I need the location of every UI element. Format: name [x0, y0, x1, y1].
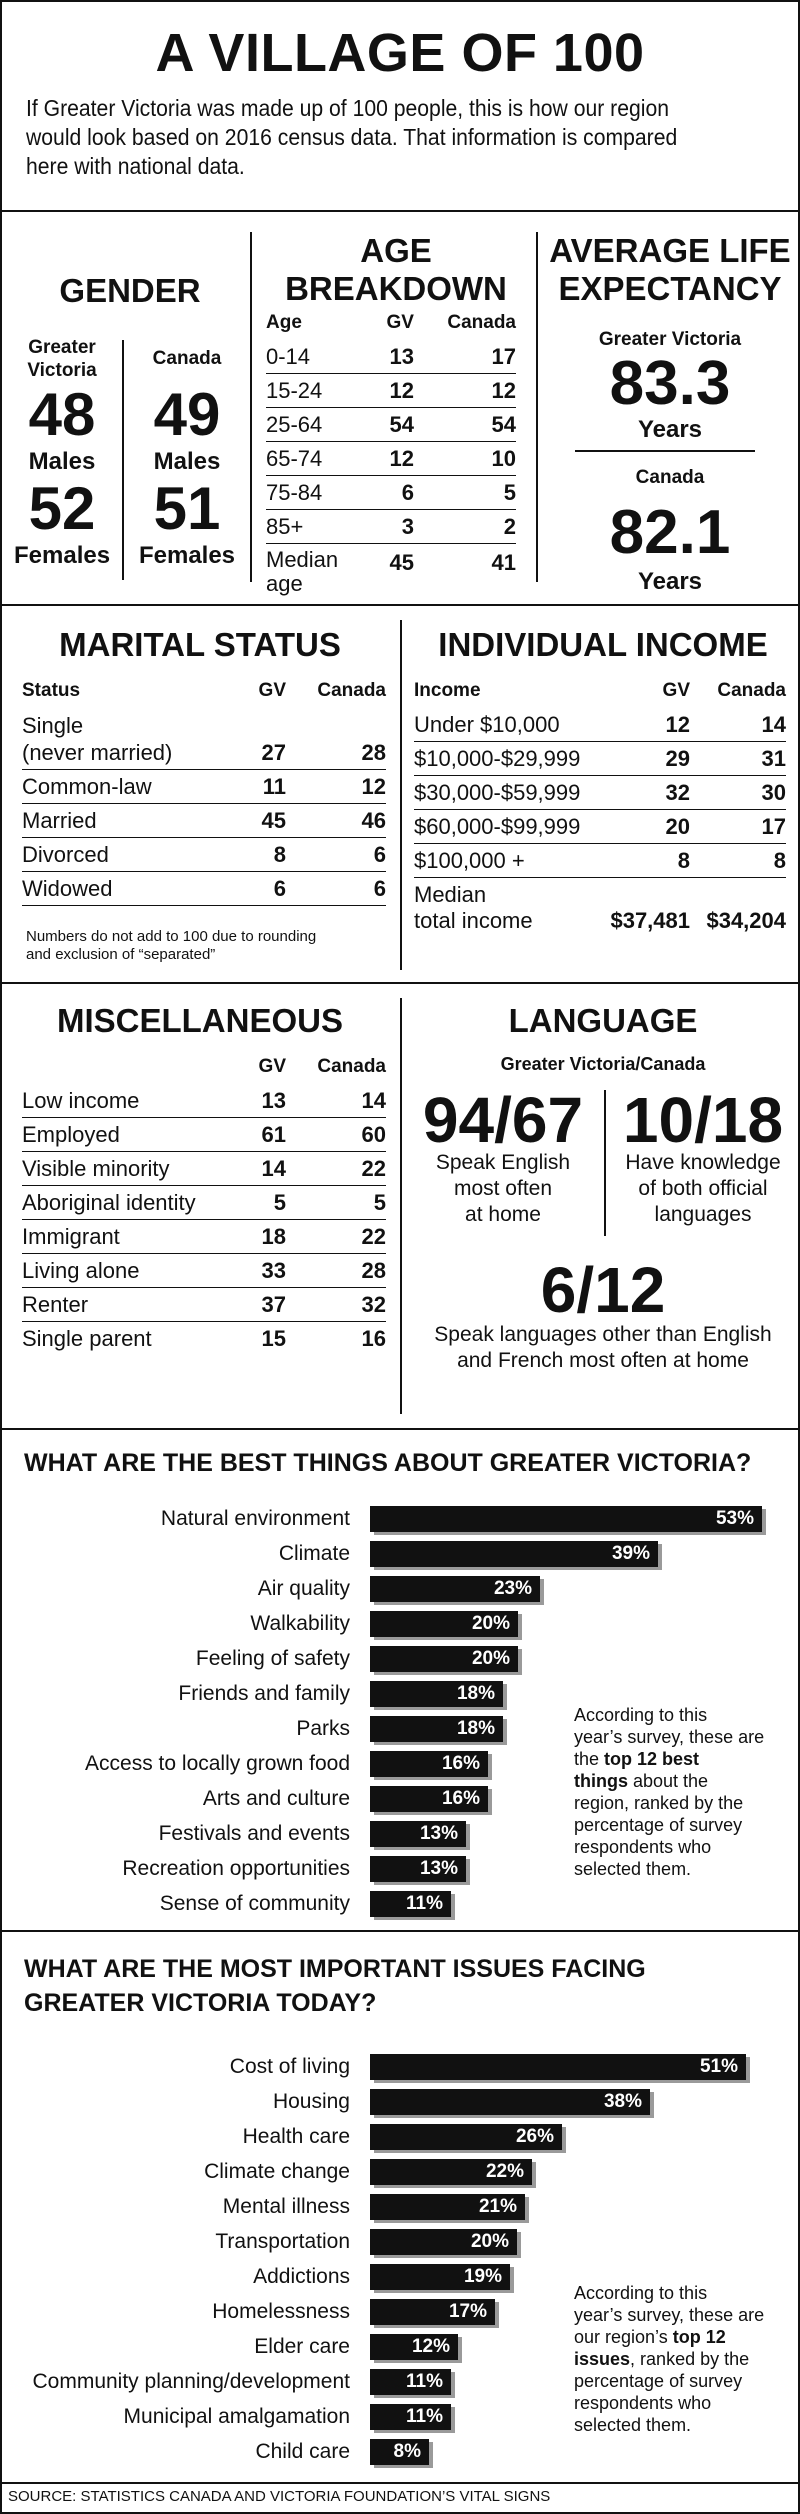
canada-value: 10 — [414, 442, 516, 476]
canada-value: 60 — [286, 1118, 386, 1152]
gv-value: 6 — [373, 476, 414, 510]
life-unit: Years — [637, 568, 703, 595]
divider — [400, 998, 402, 1414]
language-subtitle: Greater Victoria/Canada — [500, 1054, 706, 1074]
bar-category-label: Child care — [255, 2440, 350, 2463]
gv-value: 12 — [373, 374, 414, 408]
note-line: percentage of survey — [574, 1815, 743, 1835]
row-label: Renter — [22, 1288, 206, 1322]
marital-table — [22, 680, 386, 906]
canada-value: 46 — [286, 804, 386, 838]
gv-value: 29 — [610, 742, 690, 776]
table-row — [22, 1288, 386, 1322]
misc-header-blank — [22, 1056, 206, 1084]
page-title: A VILLAGE OF 100 — [155, 23, 645, 83]
table-row — [22, 838, 386, 872]
bar-category-label: Friends and family — [178, 1682, 350, 1705]
canada-value: 54 — [414, 408, 516, 442]
desc-line: Speak languages other than English — [434, 1323, 772, 1346]
life-unit: Years — [637, 416, 703, 443]
single-line-2: (never married) — [22, 740, 173, 765]
bar-value-label: 17% — [448, 2301, 487, 2322]
table-row — [22, 1254, 386, 1288]
table-row — [414, 810, 786, 844]
bar-category-label: Health care — [242, 2125, 350, 2148]
row-label: Single parent — [22, 1326, 152, 1351]
divider — [0, 2482, 800, 2484]
canada-value: 22 — [286, 1152, 386, 1186]
gv-value: 13 — [373, 340, 414, 374]
bilingual-desc — [608, 1150, 798, 1228]
canada-value: 6 — [286, 838, 386, 872]
life-gv-value: 83.3 — [609, 349, 731, 418]
note-text: , ranked by the — [630, 2349, 750, 2369]
row-label — [414, 878, 610, 938]
gv-value: 14 — [206, 1152, 286, 1186]
canada-value: 30 — [690, 776, 786, 810]
row-label: $30,000-$59,999 — [414, 776, 610, 810]
gender-gv-column — [14, 336, 110, 570]
issues-title-line-1: WHAT ARE THE MOST IMPORTANT ISSUES FACING — [24, 1955, 646, 1983]
males-label: Males — [28, 448, 96, 475]
row-label: Living alone — [22, 1254, 206, 1288]
bar-value-label: 51% — [699, 2056, 738, 2077]
bar — [370, 2159, 532, 2185]
bar-category-label: Transportation — [215, 2230, 350, 2253]
gv-value: 13 — [206, 1084, 286, 1118]
row-label: Low income — [22, 1084, 206, 1118]
life-gv-block — [560, 328, 780, 444]
gender-canada-males: 49 — [153, 381, 221, 448]
row-label: 15-24 — [266, 374, 373, 408]
row-label: Divorced — [22, 838, 206, 872]
row-label: 0-14 — [266, 340, 373, 374]
row-label: Immigrant — [22, 1220, 206, 1254]
canada-value: 12 — [414, 374, 516, 408]
best-things-title: WHAT ARE THE BEST THINGS ABOUT GREATER VICTORIA? — [24, 1449, 752, 1477]
gv-value: 12 — [610, 708, 690, 742]
canada-value: 8 — [690, 844, 786, 878]
canada-value: 14 — [286, 1084, 386, 1118]
bar-value-label: 26% — [515, 2126, 554, 2147]
desc-line: Speak English — [435, 1151, 571, 1174]
bar — [370, 1646, 518, 1672]
divider — [0, 1428, 800, 1430]
bar-value-label: 13% — [419, 1823, 458, 1844]
age-header: Age — [266, 312, 302, 333]
gv-value: 37 — [206, 1288, 286, 1322]
table-row — [22, 872, 386, 906]
bar-value-label: 16% — [441, 1753, 480, 1774]
bar-value-label: 11% — [406, 2371, 443, 2392]
bar-value-label: 11% — [406, 1893, 443, 1914]
life-title-line-2: EXPECTANCY — [558, 270, 782, 307]
canada-header: Canada — [317, 1056, 386, 1077]
bar-value-label: 19% — [463, 2266, 502, 2287]
note-text: our region’s — [574, 2327, 673, 2347]
bar — [370, 1541, 658, 1567]
canada-value: 2 — [414, 510, 516, 544]
bar-value-label: 13% — [419, 1858, 458, 1879]
gv-value: $37,481 — [610, 908, 690, 933]
divider — [575, 450, 755, 452]
note-text: about the — [628, 1771, 709, 1791]
row-label — [22, 708, 206, 770]
bar — [370, 1576, 540, 1602]
row-label: $100,000 + — [414, 844, 610, 878]
note-line: According to this — [574, 1705, 708, 1725]
bar-category-label: Elder care — [254, 2335, 350, 2358]
row-label: Married — [22, 804, 206, 838]
bar-category-label: Festivals and events — [158, 1822, 350, 1845]
note-line: percentage of survey — [574, 2371, 743, 2391]
gender-canada-column — [132, 336, 242, 570]
row-label: $60,000-$99,999 — [414, 810, 610, 844]
gv-value: 8 — [610, 844, 690, 878]
income-title: INDIVIDUAL INCOME — [438, 626, 768, 663]
row-label: Widowed — [22, 872, 206, 906]
row-label: Under $10,000 — [414, 708, 610, 742]
bar-category-label: Cost of living — [229, 2055, 350, 2078]
bar — [370, 1856, 466, 1882]
marital-title: MARITAL STATUS — [59, 626, 341, 663]
row-label: 65-74 — [266, 442, 373, 476]
bar-category-label: Access to locally grown food — [85, 1752, 350, 1775]
bar-value-label: 53% — [715, 1508, 754, 1529]
english-value: 94/67 — [422, 1084, 584, 1156]
bar — [370, 1786, 488, 1812]
divider — [250, 232, 252, 582]
canada-value: 17 — [690, 810, 786, 844]
gv-value: 18 — [206, 1220, 286, 1254]
note-line: According to this — [574, 2283, 708, 2303]
bar-value-label: 12% — [411, 2336, 450, 2357]
table-row — [266, 340, 516, 374]
bar — [370, 1891, 451, 1917]
bar-value-label: 22% — [485, 2161, 524, 2182]
table-row — [266, 510, 516, 544]
status-header: Status — [22, 680, 81, 701]
marital-note — [26, 928, 386, 964]
divider — [536, 232, 538, 582]
bar — [370, 1751, 488, 1777]
gender-gv-label-2: Victoria — [27, 360, 97, 381]
row-label: $10,000-$29,999 — [414, 742, 610, 776]
bar — [370, 2054, 746, 2080]
table-row — [414, 776, 786, 810]
life-canada-block — [560, 466, 780, 596]
best-things-note — [574, 1704, 784, 1880]
table-row — [266, 544, 516, 600]
bar — [370, 2124, 562, 2150]
median-line-1: Median — [414, 882, 487, 907]
bar-category-label: Climate — [278, 1542, 350, 1565]
note-line: respondents who — [574, 1837, 712, 1857]
canada-value: 41 — [491, 550, 516, 575]
median-line-2: age — [266, 571, 303, 596]
table-row — [22, 708, 386, 770]
intro-text: If Greater Victoria was made up of 100 people, this is how our region would look based on 2016 census data. That information is compared here with national data. — [26, 95, 678, 179]
note-emphasis: top 12 best — [604, 1749, 700, 1769]
gender-canada-label: Canada — [152, 348, 222, 369]
table-row — [22, 1322, 386, 1356]
life-gv-label: Greater Victoria — [598, 329, 742, 350]
gv-value: 20 — [610, 810, 690, 844]
canada-value: 28 — [286, 708, 386, 770]
canada-value: 32 — [286, 1288, 386, 1322]
bar-value-label: 20% — [471, 1613, 510, 1634]
gender-canada-females: 51 — [153, 475, 221, 542]
english-desc — [406, 1150, 600, 1228]
gv-value: 5 — [206, 1186, 286, 1220]
bar — [370, 2229, 517, 2255]
bar — [370, 2334, 458, 2360]
bar-category-label: Mental illness — [222, 2195, 350, 2218]
note-line: year’s survey, these are — [574, 1727, 765, 1747]
canada-value: 28 — [286, 1254, 386, 1288]
row-label: Common-law — [22, 770, 206, 804]
females-label: Females — [138, 542, 236, 569]
divider — [0, 604, 800, 606]
issues-title — [24, 1952, 646, 2020]
bar — [370, 1716, 503, 1742]
table-row — [266, 476, 516, 510]
bar-value-label: 16% — [441, 1788, 480, 1809]
table-row — [414, 708, 786, 742]
note-line-1: Numbers do not add to 100 due to rounding — [26, 928, 317, 945]
age-table — [266, 312, 516, 599]
income-header: Income — [414, 680, 481, 701]
bar — [370, 1681, 503, 1707]
bar — [370, 2369, 451, 2395]
canada-header: Canada — [447, 312, 516, 333]
canada-value: 5 — [286, 1186, 386, 1220]
bar — [370, 1611, 518, 1637]
bar-category-label: Community planning/development — [32, 2370, 350, 2393]
other-language-value: 6/12 — [540, 1254, 666, 1326]
bar-category-label: Housing — [272, 2090, 350, 2113]
table-row — [22, 1220, 386, 1254]
note-line: respondents who — [574, 2393, 712, 2413]
gv-value: 33 — [206, 1254, 286, 1288]
note-line: selected them. — [574, 1859, 692, 1879]
gender-gv-label-1: Greater — [28, 337, 96, 358]
note-emphasis: things — [574, 1771, 628, 1791]
life-canada-label: Canada — [635, 467, 705, 488]
canada-value: 22 — [286, 1220, 386, 1254]
divider — [0, 1930, 800, 1932]
gv-value: 3 — [373, 510, 414, 544]
note-emphasis: top 12 — [672, 2327, 726, 2347]
misc-title: MISCELLANEOUS — [56, 1002, 343, 1039]
issues-note — [574, 2282, 784, 2436]
divider — [0, 210, 800, 212]
row-label: Employed — [22, 1118, 206, 1152]
canada-value: 17 — [414, 340, 516, 374]
income-table — [414, 680, 786, 937]
gv-value: 11 — [206, 770, 286, 804]
bar-category-label: Walkability — [250, 1612, 350, 1635]
bar-category-label: Natural environment — [160, 1507, 350, 1530]
gv-header: GV — [386, 312, 414, 333]
divider — [400, 620, 402, 970]
bar — [370, 1506, 762, 1532]
bar — [370, 2404, 451, 2430]
bar-category-label: Sense of community — [159, 1892, 350, 1915]
bar-value-label: 11% — [406, 2406, 443, 2427]
bar-category-label: Municipal amalgamation — [123, 2405, 350, 2428]
gender-gv-males: 48 — [28, 381, 96, 448]
bar-value-label: 8% — [393, 2441, 421, 2462]
bar-value-label: 21% — [478, 2196, 517, 2217]
bar-value-label: 23% — [493, 1578, 532, 1599]
row-label — [266, 544, 373, 600]
table-row — [22, 770, 386, 804]
note-text: the — [574, 1749, 605, 1769]
canada-header: Canada — [317, 680, 386, 701]
gender-gv-females: 52 — [28, 475, 96, 542]
table-row — [266, 408, 516, 442]
gv-header: GV — [258, 680, 286, 701]
life-canada-value: 82.1 — [609, 498, 731, 567]
bar — [370, 2194, 525, 2220]
canada-value: 14 — [690, 708, 786, 742]
gv-header: GV — [662, 680, 690, 701]
gv-value: 61 — [206, 1118, 286, 1152]
language-title: LANGUAGE — [508, 1002, 698, 1039]
bar-value-label: 20% — [471, 1648, 510, 1669]
bar — [370, 2089, 650, 2115]
bar-value-label: 39% — [611, 1543, 650, 1564]
bar-category-label: Arts and culture — [202, 1787, 350, 1810]
note-line: region, ranked by the — [574, 1793, 744, 1813]
bar — [370, 2439, 429, 2465]
desc-line: languages — [654, 1203, 752, 1226]
desc-line: at home — [465, 1203, 541, 1226]
bar-category-label: Recreation opportunities — [122, 1857, 350, 1880]
gv-value: 27 — [206, 708, 286, 770]
note-emphasis: issues — [574, 2349, 631, 2369]
note-line: selected them. — [574, 2415, 692, 2435]
table-row — [22, 1152, 386, 1186]
canada-header: Canada — [717, 680, 786, 701]
other-language-desc — [406, 1322, 800, 1374]
table-row — [22, 804, 386, 838]
gender-title: GENDER — [59, 272, 201, 309]
gv-value: 15 — [261, 1326, 286, 1351]
bar-value-label: 18% — [456, 1718, 495, 1739]
bar-category-label: Air quality — [257, 1577, 350, 1600]
females-label: Females — [14, 542, 111, 569]
table-row — [414, 878, 786, 938]
age-title-line-1: AGE — [360, 232, 432, 269]
gv-value: 32 — [610, 776, 690, 810]
bar — [370, 1821, 466, 1847]
desc-line: Have knowledge — [625, 1151, 781, 1174]
desc-line: most often — [453, 1177, 553, 1200]
table-row — [22, 1084, 386, 1118]
note-line-2: and exclusion of “separated” — [26, 946, 216, 963]
table-row — [414, 844, 786, 878]
gv-value: 45 — [206, 804, 286, 838]
row-label: 25-64 — [266, 408, 373, 442]
gv-value: 6 — [206, 872, 286, 906]
canada-value: 31 — [690, 742, 786, 776]
median-line-2: total income — [414, 908, 533, 933]
source-credit: SOURCE: STATISTICS CANADA AND VICTORIA FOUNDATION’S VITAL SIGNS — [8, 2488, 551, 2505]
divider — [0, 982, 800, 984]
note-line: year’s survey, these are — [574, 2305, 765, 2325]
table-row — [22, 1118, 386, 1152]
bilingual-value: 10/18 — [622, 1084, 784, 1156]
desc-line: and French most often at home — [457, 1349, 749, 1372]
row-label: Aboriginal identity — [22, 1186, 206, 1220]
divider — [604, 1090, 606, 1236]
misc-table — [22, 1056, 386, 1355]
bar-category-label: Parks — [296, 1717, 350, 1740]
row-label: 85+ — [266, 510, 373, 544]
single-line-1: Single — [22, 713, 84, 738]
gv-value: 12 — [373, 442, 414, 476]
bar-category-label: Feeling of safety — [195, 1647, 350, 1670]
canada-value: 5 — [414, 476, 516, 510]
life-expectancy-title — [540, 232, 800, 308]
bar-value-label: 20% — [470, 2231, 509, 2252]
median-line-1: Median — [266, 547, 339, 572]
table-row — [22, 1186, 386, 1220]
bar-category-label: Climate change — [204, 2160, 350, 2183]
row-label: Visible minority — [22, 1152, 206, 1186]
gv-value: 45 — [389, 550, 414, 575]
males-label: Males — [153, 448, 221, 475]
table-row — [266, 442, 516, 476]
gv-value: 8 — [206, 838, 286, 872]
divider — [122, 340, 124, 580]
bar — [370, 2299, 495, 2325]
gv-header: GV — [258, 1056, 286, 1077]
canada-value: 12 — [286, 770, 386, 804]
table-row — [266, 374, 516, 408]
row-label: 75-84 — [266, 476, 373, 510]
issues-title-line-2: GREATER VICTORIA TODAY? — [24, 1989, 377, 2017]
table-row — [414, 742, 786, 776]
age-title-line-2: BREAKDOWN — [285, 270, 507, 307]
desc-line: of both official — [638, 1177, 768, 1200]
canada-value: 6 — [286, 872, 386, 906]
age-title — [258, 232, 534, 308]
canada-value: 16 — [361, 1326, 386, 1351]
bar — [370, 2264, 510, 2290]
bar-category-label: Addictions — [253, 2265, 350, 2288]
gv-value: 54 — [373, 408, 414, 442]
bar-value-label: 38% — [603, 2091, 642, 2112]
bar-category-label: Homelessness — [212, 2300, 350, 2323]
life-title-line-1: AVERAGE LIFE — [549, 232, 791, 269]
canada-value: $34,204 — [706, 908, 786, 933]
bar-value-label: 18% — [456, 1683, 495, 1704]
